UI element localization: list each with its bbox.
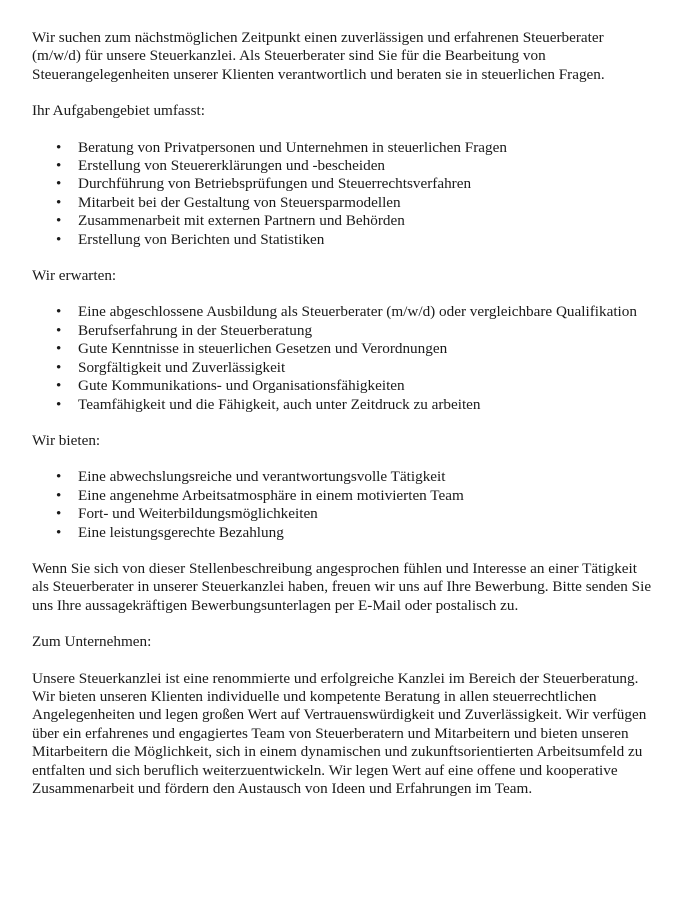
list-item: • Erstellung von Steuererklärungen und -bescheiden	[78, 157, 655, 175]
list-item: • Eine angenehme Arbeitsatmosphäre in einem motivierten Team	[78, 487, 655, 505]
requirements-heading: Wir erwarten:	[32, 267, 117, 285]
list-item: • Fort- und Weiterbildungsmöglichkeiten	[78, 505, 655, 523]
list-item: • Gute Kommunikations- und Organisationsfähigkeiten	[78, 377, 655, 395]
list-item: • Zusammenarbeit mit externen Partnern und Behörden	[78, 212, 655, 230]
offer-heading: Wir bieten:	[32, 431, 101, 449]
list-item: • Teamfähigkeit und die Fähigkeit, auch unter Zeitdruck zu arbeiten	[78, 396, 655, 414]
tasks-heading: Ihr Aufgabengebiet umfasst:	[32, 102, 205, 120]
company-heading: Zum Unternehmen:	[32, 633, 152, 651]
list-item: • Sorgfältigkeit und Zuverlässigkeit	[78, 359, 655, 377]
list-item: • Erstellung von Berichten und Statistiken	[78, 231, 655, 249]
list-item: • Eine abwechslungsreiche und verantwortungsvolle Tätigkeit	[78, 468, 655, 486]
list-item: • Eine abgeschlossene Ausbildung als Steuerberater (m/w/d) oder vergleichbare Qualifikation	[78, 303, 655, 321]
list-item: • Mitarbeit bei der Gestaltung von Steuersparmodellen	[78, 194, 655, 212]
list-item: • Eine leistungsgerechte Bezahlung	[78, 524, 655, 542]
requirements-list	[32, 303, 655, 413]
list-item: • Berufserfahrung in der Steuerberatung	[78, 322, 655, 340]
tasks-list	[32, 139, 655, 249]
list-item: • Gute Kenntnisse in steuerlichen Gesetzen und Verordnungen	[78, 340, 655, 358]
intro-paragraph: Wir suchen zum nächstmöglichen Zeitpunkt einen zuverlässigen und erfahrenen Steuerberater (m/w/d) für unsere Steuerkanzlei. Als Steuerberater sind Sie für die Bearbeitung von Steuerangelegenheiten unserer Klienten verantwortlich und beraten sie in steuerlichen Fragen.	[32, 29, 605, 83]
offer-list	[32, 468, 655, 542]
application-paragraph: Wenn Sie sich von dieser Stellenbeschreibung angesprochen fühlen und Interesse an einer Tätigkeit als Steuerberater in unserer Steuerkanzlei haben, freuen wir uns auf Ihre Bewerbung. Bitte senden Sie uns Ihre aussagekräftigen Bewerbungsunterlagen per E-Mail oder postalisch zu.	[32, 559, 652, 614]
company-paragraph: Unsere Steuerkanzlei ist eine renommierte und erfolgreiche Kanzlei im Bereich der Steuerberatung. Wir bieten unseren Klienten individuelle und kompetente Beratung in allen steuerrechtlichen Angelegenheiten und legen großen Wert auf Vertrauenswürdigkeit und Zuverlässigkeit. Wir verfügen über ein erfahrenes und engagiertes Team von Steuerberatern und Mitarbeitern und bieten unseren Mitarbeitern die Möglichkeit, sich in einem dynamischen und zukunftsorientierten Arbeitsumfeld zu entfalten und sich beruflich weiterzuentwickeln. Wir legen Wert auf eine offene und kooperative Zusammenarbeit und fördern den Austausch von Ideen und Erfahrungen im Team.	[32, 669, 647, 797]
list-item: • Durchführung von Betriebsprüfungen und Steuerrechtsverfahren	[78, 175, 655, 193]
list-item: • Beratung von Privatpersonen und Unternehmen in steuerlichen Fragen	[78, 139, 655, 157]
